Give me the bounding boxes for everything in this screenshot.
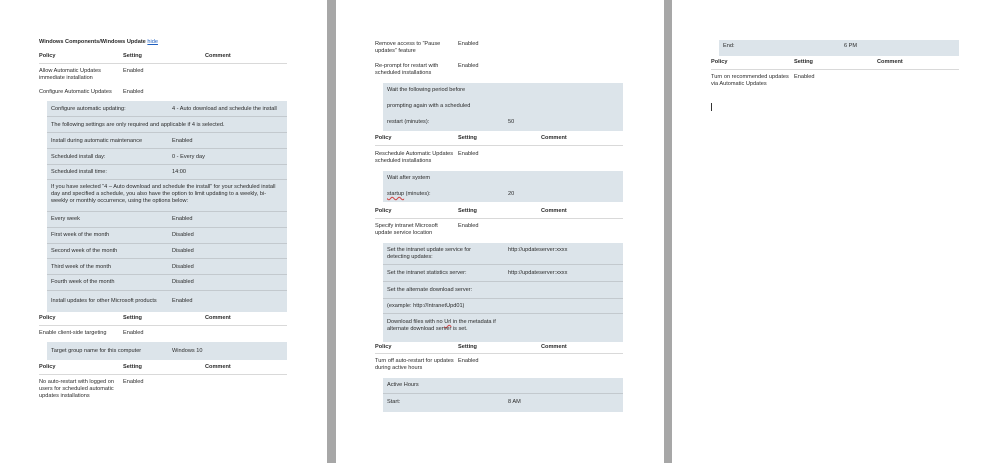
header-rule xyxy=(39,63,287,64)
comment-header: Comment xyxy=(205,53,231,59)
comment-header: Comment xyxy=(877,59,903,65)
setting-reschedule-updates: Enabled xyxy=(458,151,479,157)
setting-client-side-targeting: Enabled xyxy=(123,330,144,336)
header-rule xyxy=(375,353,623,354)
active-hours-end-value: 6 PM xyxy=(844,43,858,49)
fourth-week-label: Fourth week of the month xyxy=(51,279,115,285)
reprompt-line-1: Wait the following period before xyxy=(387,87,466,93)
document-page-2 xyxy=(336,0,664,463)
policy-reschedule-updates: Reschedule Automatic Updates scheduled installations xyxy=(375,151,454,164)
setting-header: Setting xyxy=(123,364,142,370)
header-rule xyxy=(375,218,623,219)
setting-header: Setting xyxy=(458,344,477,350)
second-week-label: Second week of the month xyxy=(51,248,118,254)
first-week-label: First week of the month xyxy=(51,232,110,238)
first-week-value: Disabled xyxy=(172,232,194,238)
active-hours-end-label: End: xyxy=(723,43,735,49)
second-week-value: Disabled xyxy=(172,248,194,254)
install-day-label: Scheduled install day: xyxy=(51,154,106,160)
hide-link[interactable]: hide xyxy=(147,39,158,45)
reschedule-line-2 xyxy=(387,191,431,198)
applicability-note: The following settings are only required and applicable if 4 is selected. xyxy=(51,122,225,128)
startup-word: startup xyxy=(387,191,405,197)
policy-configure-auto-updates: Configure Automatic Updates xyxy=(39,89,112,95)
active-hours-end-panel xyxy=(719,40,959,56)
reschedule-line-2-rest: (minutes): xyxy=(404,191,431,197)
download-note-pre: Download files with no xyxy=(387,319,445,325)
policy-allow-auto-updates: Allow Automatic Updates immediate installation xyxy=(39,68,101,81)
third-week-value: Disabled xyxy=(172,264,194,270)
policy-turn-off-auto-restart: Turn off auto-restart for updates during active hours xyxy=(375,358,454,371)
stats-server-label: Set the intranet statistics server: xyxy=(387,270,467,276)
comment-header: Comment xyxy=(205,315,231,321)
target-group-label: Target group name for this computer xyxy=(51,348,142,354)
policy-no-auto-restart: No auto-restart with logged on users for scheduled automatic updates installations xyxy=(39,379,114,399)
fourth-week-value: Disabled xyxy=(172,279,194,285)
every-week-label: Every week xyxy=(51,216,80,222)
configure-updating-value: 4 - Auto download and schedule the install xyxy=(172,106,277,112)
third-week-label: Third week of the month xyxy=(51,264,112,270)
url-word: Url xyxy=(444,319,452,325)
document-page-3 xyxy=(672,0,1000,463)
setting-allow-auto-updates: Enabled xyxy=(123,68,144,74)
comment-header: Comment xyxy=(541,135,567,141)
setting-header: Setting xyxy=(123,53,142,59)
section-heading xyxy=(39,39,158,46)
header-rule xyxy=(39,325,287,326)
setting-configure-auto-updates: Enabled xyxy=(123,89,144,95)
stats-server-value: http://updateserver:xxxx xyxy=(508,270,568,276)
policy-header: Policy xyxy=(39,53,56,59)
install-time-value: 14:00 xyxy=(172,169,186,175)
intranet-service-label: Set the intranet update service for detecting updates: xyxy=(387,247,471,260)
policy-header: Policy xyxy=(39,315,56,321)
header-rule xyxy=(375,145,623,146)
header-rule xyxy=(39,374,287,375)
document-page-1 xyxy=(0,0,327,463)
setting-intranet-service: Enabled xyxy=(458,223,479,229)
policy-intranet-service: Specify intranet Microsoft update service location xyxy=(375,223,438,236)
install-time-label: Scheduled install time: xyxy=(51,169,107,175)
text-cursor[interactable] xyxy=(711,103,712,111)
header-rule xyxy=(711,69,959,70)
configure-updating-label: Configure automatic updating: xyxy=(51,106,126,112)
policy-header: Policy xyxy=(375,208,392,214)
schedule-paragraph: If you have selected “4 – Auto download and schedule the install” for your scheduled install day and specified a schedule, you also have the option to limit updating to a weekly, bi-weekly or monthly occurrence, using the options below: xyxy=(51,184,276,204)
reschedule-line-1: Wait after system xyxy=(387,175,430,181)
setting-no-auto-restart: Enabled xyxy=(123,379,144,385)
setting-header: Setting xyxy=(458,135,477,141)
reprompt-minutes-value: 50 xyxy=(508,119,515,125)
every-week-value: Enabled xyxy=(172,216,193,222)
setting-recommended-updates: Enabled xyxy=(794,74,815,80)
reprompt-line-3: restart (minutes): xyxy=(387,119,430,125)
alternate-server-example: (example: http://IntranetUpd01) xyxy=(387,303,465,309)
setting-header: Setting xyxy=(794,59,813,65)
alternate-server-label: Set the alternate download server: xyxy=(387,287,473,293)
active-hours-start-label: Start: xyxy=(387,399,401,405)
policy-client-side-targeting: Enable client-side targeting xyxy=(39,330,107,336)
download-note-post: in the metadata if alternate download server is set. xyxy=(387,319,496,332)
setting-header: Setting xyxy=(123,315,142,321)
policy-header: Policy xyxy=(375,344,392,350)
setting-remove-pause-access: Enabled xyxy=(458,41,479,47)
other-products-label: Install updates for other Microsoft products xyxy=(51,298,157,304)
comment-header: Comment xyxy=(541,208,567,214)
download-no-url-note xyxy=(387,319,507,333)
setting-reprompt-restart: Enabled xyxy=(458,63,479,69)
active-hours-panel xyxy=(383,378,623,412)
active-hours-title: Active Hours xyxy=(387,382,419,388)
section-heading-text: Windows Components/Windows Update xyxy=(39,39,146,45)
target-group-value: Windows 10 xyxy=(172,348,203,354)
policy-reprompt-restart: Re-prompt for restart with scheduled installations xyxy=(375,63,439,76)
install-day-value: 0 - Every day xyxy=(172,154,205,160)
setting-turn-off-auto-restart: Enabled xyxy=(458,358,479,364)
maintenance-value: Enabled xyxy=(172,138,193,144)
policy-header: Policy xyxy=(711,59,728,65)
policy-remove-pause-access: Remove access to “Pause updates” feature xyxy=(375,41,441,54)
active-hours-start-value: 8 AM xyxy=(508,399,521,405)
reschedule-minutes-value: 20 xyxy=(508,191,515,197)
comment-header: Comment xyxy=(205,364,231,370)
reprompt-line-2: prompting again with a scheduled xyxy=(387,103,471,109)
maintenance-label: Install during automatic maintenance xyxy=(51,138,143,144)
intranet-service-value: http://updateserver:xxxx xyxy=(508,247,568,253)
other-products-value: Enabled xyxy=(172,298,193,304)
policy-header: Policy xyxy=(375,135,392,141)
policy-recommended-updates: Turn on recommended updates via Automatic Updates xyxy=(711,74,789,87)
policy-header: Policy xyxy=(39,364,56,370)
comment-header: Comment xyxy=(541,344,567,350)
setting-header: Setting xyxy=(458,208,477,214)
